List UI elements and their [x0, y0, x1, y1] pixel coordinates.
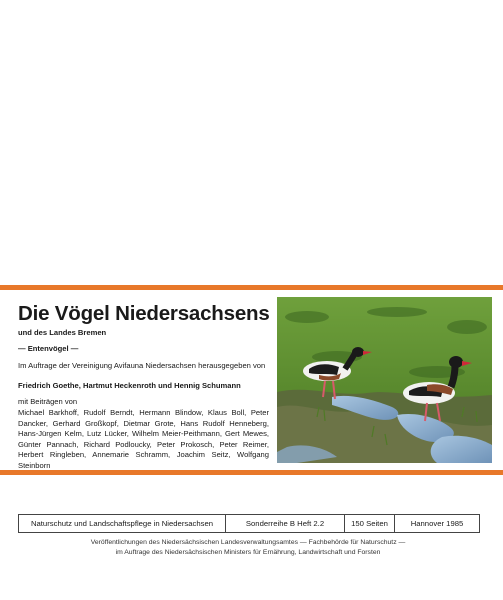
contributors-list: Michael Barkhoff, Rudolf Berndt, Hermann Blindow, Klaus Boll, Peter Dancker, Gerhard Großkopf, Dietmar Grote, Hans Rudolf Henneberg, Hans-Jürgen Kelm, Lutz Lücker, Wilhelm Meier-Peithmann, Gert Mewes, Günter Pannach, Richard Podloucky, Peter Prokosch, Peter Reimer, Herbert Ringleben, Annemarie Schramm, Joachim Seitz, Wolfgang Steinborn — [18, 408, 269, 470]
commission-text: Im Auftrage der Vereinigung Avifauna Niedersachsen herausgegeben von — [18, 361, 266, 370]
page-count: 150 Seiten — [345, 515, 395, 532]
volume-title: — Entenvögel — — [18, 344, 79, 353]
orange-band-top — [0, 285, 503, 290]
series-issue: Sonderreihe B Heft 2.2 — [226, 515, 345, 532]
publication-note-line2: im Auftrage des Niedersächsischen Ministers für Ernährung, Landwirtschaft und Forsten — [115, 548, 381, 556]
publication-note-line1: Veröffentlichungen des Niedersächsischen Landesverwaltungsamtes — Fachbehörde für Naturschutz — — [90, 539, 406, 546]
shelduck-photo — [277, 297, 492, 463]
contributors-intro: mit Beiträgen von — [18, 397, 78, 406]
publication-note — [18, 538, 478, 557]
editors: Friedrich Goethe, Hartmut Heckenroth und Hennig Schumann — [18, 381, 241, 390]
book-title: Die Vögel Niedersachsens — [18, 302, 270, 325]
book-subtitle: und des Landes Bremen — [18, 328, 107, 337]
series-name: Naturschutz und Landschaftspflege in Niedersachsen — [19, 515, 226, 532]
place-year: Hannover 1985 — [410, 519, 464, 528]
series-info-table — [18, 514, 480, 533]
orange-band-bottom — [0, 470, 503, 475]
